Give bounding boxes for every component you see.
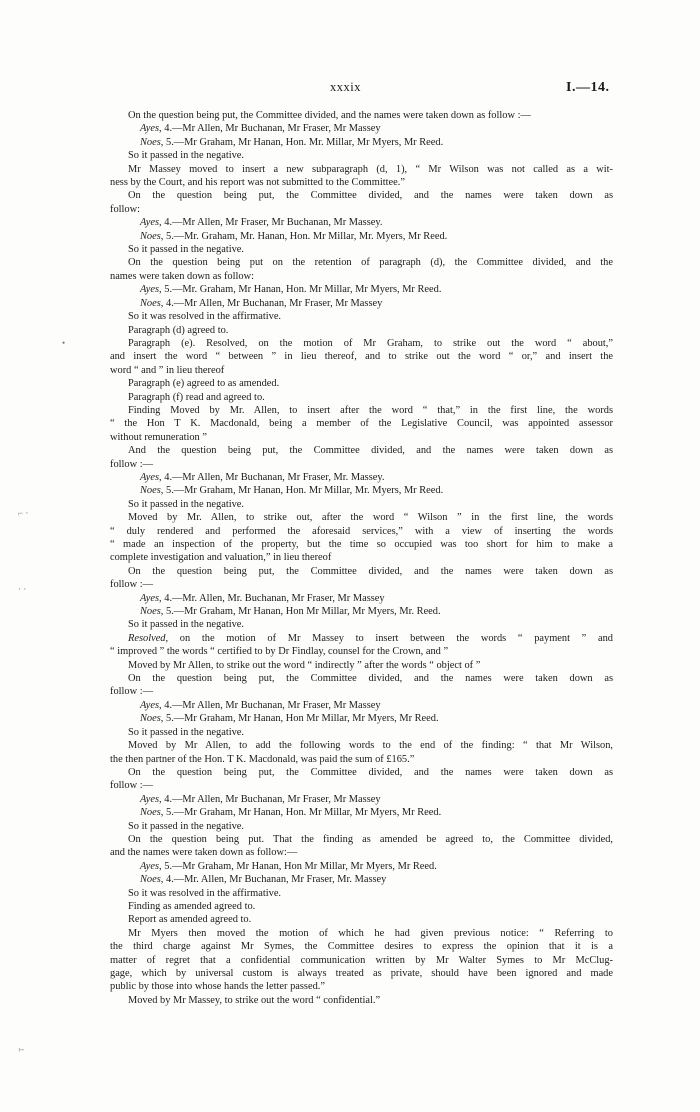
text-line: the then partner of the Hon. T K. Macdonald, was paid the sum of £165.”: [110, 753, 415, 765]
margin-mark: ›-: [18, 1044, 24, 1054]
margin-mark: ⌐ ·: [18, 508, 29, 518]
text-line: Noes, 5.—Mr Graham, Mr Hanan, Hon. Mr. Millar, Mr Myers, Mr Reed.: [140, 136, 444, 148]
text-line: So it passed in the negative.: [128, 726, 245, 738]
text-line: So it passed in the negative.: [128, 150, 245, 162]
text-line: Ayes, 5.—Mr. Graham, Mr Hanan, Hon. Mr Millar, Mr Myers, Mr Reed.: [140, 284, 442, 296]
text-line: follow :—: [110, 579, 154, 591]
text-line: “ duly rendered and performed the aforesaid services,” with a view of inserting the words: [110, 525, 613, 537]
text-line: Moved by Mr Allen, to add the following words to the end of the finding: “ that Mr Wilson,: [128, 740, 613, 752]
text-line: ness by the Court, and his report was not submitted to the Committee.”: [110, 177, 405, 189]
text-line: Ayes, 4.—Mr Allen, Mr Buchanan, Mr Fraser, Mr. Massey.: [140, 471, 385, 483]
text-line: Moved by Mr. Allen, to strike out, after the word “ Wilson ” in the first line, the words: [128, 512, 613, 524]
text-line: follow :—: [110, 780, 154, 792]
text-line: So it was resolved in the affirmative.: [128, 311, 282, 323]
text-line: Finding as amended agreed to.: [128, 900, 256, 912]
text-line: “ the Hon T K. Macdonald, being a member of the Legislative Council, was appointed assessor: [110, 418, 613, 430]
text-line: Noes, 5.—Mr Graham, Mr Hanan, Hon Mr Millar, Mr Myers, Mr. Reed.: [140, 606, 441, 618]
text-line: Mr Myers then moved the motion of which he had given previous notice: “ Referring to: [128, 927, 613, 939]
text-line: Paragraph (d) agreed to.: [128, 324, 229, 336]
text-line: gage, which by universal custom is always treated as private, should have been ignored and made: [110, 968, 613, 979]
text-line: Ayes, 5.—Mr Graham, Mr Hanan, Hon Mr Millar, Mr Myers, Mr Reed.: [140, 860, 437, 872]
text-line: Noes, 5.—Mr. Graham, Mr. Hanan, Hon. Mr Millar, Mr. Myers, Mr Reed.: [140, 230, 448, 242]
text-line: “ made an inspection of the property, but the time so occupied was too short for him to make a: [110, 539, 613, 550]
document-reference: I.—14.: [566, 80, 610, 95]
text-line: On the question being put on the retention of paragraph (d), the Committee divided, and the: [128, 257, 613, 269]
text-line: the third charge against Mr Symes, the Committee desires to express the opinion that it is a: [110, 941, 613, 953]
text-line: matter of regret that a confidential communication written by Mr Walter Symes to Mr McClug-: [110, 954, 613, 966]
text-line: without remuneration ”: [110, 431, 207, 443]
text-line: So it passed in the negative.: [128, 619, 245, 631]
text-line: On the question being put. That the finding as amended be agreed to, the Committee divided,: [128, 833, 613, 845]
text-line: Noes, 4.—Mr. Allen, Mr Buchanan, Mr Fraser, Mr. Massey: [140, 874, 387, 886]
text-line: Noes, 5.—Mr Graham, Mr Hanan, Hon Mr Millar, Mr Myers, Mr Reed.: [140, 713, 439, 725]
text-line: Ayes, 4.—Mr Allen, Mr Buchanan, Mr Fraser, Mr Massey: [140, 123, 381, 135]
text-line: Noes, 5.—Mr Graham, Mr Hanan, Hon. Mr Millar, Mr Myers, Mr Reed.: [140, 807, 442, 819]
text-line: So it passed in the negative.: [128, 244, 245, 256]
text-line: Ayes, 4.—Mr Allen, Mr Buchanan, Mr Fraser, Mr Massey: [140, 699, 381, 711]
margin-mark: · ·: [18, 584, 27, 594]
text-line: So it passed in the negative.: [128, 498, 245, 510]
text-line: On the question being put, the Committee divided, and the names were taken down as: [128, 673, 613, 685]
text-line: Noes, 4.—Mr Allen, Mr Buchanan, Mr Fraser, Mr Massey: [140, 297, 383, 309]
page-number: xxxix: [330, 80, 361, 94]
text-line: follow :—: [110, 686, 154, 698]
text-line: On the question being put, the Committee divided, and the names were taken down as: [128, 565, 613, 577]
text-line: On the question being put, the Committee divided, and the names were taken down as: [128, 190, 613, 202]
text-line: follow :—: [110, 458, 154, 470]
document-body: [110, 109, 613, 1007]
text-line: Noes, 5.—Mr Graham, Mr Hanan, Hon. Mr Millar, Mr. Myers, Mr Reed.: [140, 485, 444, 497]
text-line: So it passed in the negative.: [128, 820, 245, 832]
text-line: Ayes, 4.—Mr Allen, Mr Fraser, Mr Buchanan, Mr Massey.: [140, 217, 383, 229]
text-line: Resolved, on the motion of Mr Massey to insert between the words “ payment ” and: [128, 632, 613, 644]
text-line: word “ and ” in lieu thereof: [110, 364, 225, 376]
text-line: and the names were taken down as follow:—: [110, 847, 298, 859]
margin-mark: •: [62, 338, 66, 348]
text-line: Report as amended agreed to.: [128, 914, 252, 926]
text-line: On the question being put, the Committee divided, and the names were taken down as: [128, 766, 613, 778]
text-line: And the question being put, the Committee divided, and the names were taken down as: [128, 445, 613, 457]
text-line: names were taken down as follow:: [110, 270, 254, 282]
text-line: Paragraph (e) agreed to as amended.: [128, 378, 280, 390]
text-line: On the question being put, the Committee divided, and the names were taken down as follow :—: [128, 110, 531, 121]
text-line: and insert the word “ between ” in lieu thereof, and to strike out the word “ or,” and insert the: [110, 351, 613, 363]
text-line: Moved by Mr Massey, to strike out the word “ confidential.”: [128, 994, 381, 1006]
page-header: [0, 80, 700, 100]
text-line: “ improved ” the words “ certified to by Dr Findlay, counsel for the Crown, and ”: [110, 646, 449, 658]
text-line: Ayes, 4.—Mr Allen, Mr Buchanan, Mr Fraser, Mr Massey: [140, 793, 381, 805]
text-line: Paragraph (f) read and agreed to.: [128, 391, 265, 403]
text-line: So it was resolved in the affirmative.: [128, 887, 282, 899]
text-line: follow:: [110, 203, 141, 215]
text-line: Moved by Mr Allen, to strike out the word “ indirectly ” after the words “ object of ”: [128, 659, 481, 671]
text-line: Ayes, 4.—Mr. Allen, Mr. Buchanan, Mr Fraser, Mr Massey: [140, 592, 385, 604]
text-line: Paragraph (e). Resolved, on the motion of Mr Graham, to strike out the word “ about,”: [128, 337, 613, 349]
text-line: public by those into whose hands the letter passed.”: [110, 981, 325, 993]
text-line: Mr Massey moved to insert a new subparagraph (d, 1), “ Mr Wilson was not called as a wit-: [128, 163, 613, 175]
text-line: Finding Moved by Mr. Allen, to insert after the word “ that,” in the first line, the words: [128, 404, 613, 416]
text-line: complete investigation and valuation,” in lieu thereof: [110, 552, 332, 564]
